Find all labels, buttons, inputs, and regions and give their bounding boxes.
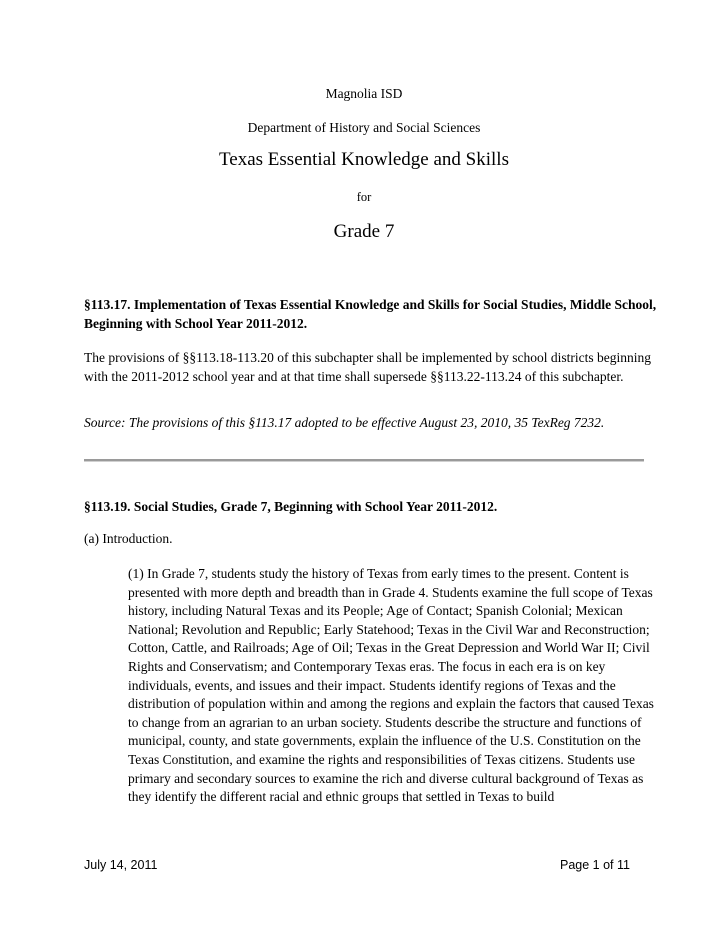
district-name: Magnolia ISD bbox=[325, 86, 403, 101]
footer-date: July 14, 2011 bbox=[84, 858, 158, 872]
document-title: Texas Essential Knowledge and Skills bbox=[219, 149, 509, 170]
section-113-19-heading: §113.19. Social Studies, Grade 7, Beginning with School Year 2011-2012. bbox=[84, 499, 498, 514]
for-label: for bbox=[356, 190, 372, 204]
introduction-label: (a) Introduction. bbox=[84, 531, 173, 546]
section-113-17-body: The provisions of §§113.18-113.20 of this subchapter shall be implemented by school districts beginning with the 2011-2012 school year and at that time shall supersede §§113.22-113.24 of this subchapter. bbox=[84, 350, 652, 384]
section-113-17-heading: §113.17. Implementation of Texas Essential Knowledge and Skills for Social Studies, Middle School, Beginning with School Year 2011-2012. bbox=[84, 297, 657, 331]
footer-page-number: Page 1 of 11 bbox=[560, 858, 630, 872]
section-113-17-source: Source: The provisions of this §113.17 adopted to be effective August 23, 2010, 35 TexReg 7232. bbox=[84, 415, 605, 430]
horizontal-divider bbox=[84, 459, 644, 462]
grade-title: Grade 7 bbox=[333, 221, 395, 242]
introduction-paragraph-1: (1) In Grade 7, students study the history of Texas from early times to the present. Content is presented with more depth and breadth than in Grade 4. Students examine the full scope of Texas history, including Natural Texas and its People; Age of Contact; Spanish Colonial; Mexican National; Revolution and Republic; Early Statehood; Texas in the Civil War and Reconstruction; Cotton, Cattle, and Railroads; Age of Oil; Texas in the Great Depression and World War II; Civil Rights and Conservatism; and Contemporary Texas eras. The focus in each era is on key individuals, events, and issues and their impact. Students identify regions of Texas and the distribution of population within and among the regions and explain the factors that caused Texas to change from an agrarian to an urban society. Students describe the structure and functions of municipal, county, and state governments, explain the influence of the U.S. Constitution on the Texas Constitution, and examine the rights and responsibilities of Texas citizens. Students use primary and secondary sources to examine the rich and diverse cultural background of Texas as they identify the different racial and ethnic groups that settled in Texas to build bbox=[128, 566, 654, 805]
department-name: Department of History and Social Sciences bbox=[247, 120, 481, 135]
